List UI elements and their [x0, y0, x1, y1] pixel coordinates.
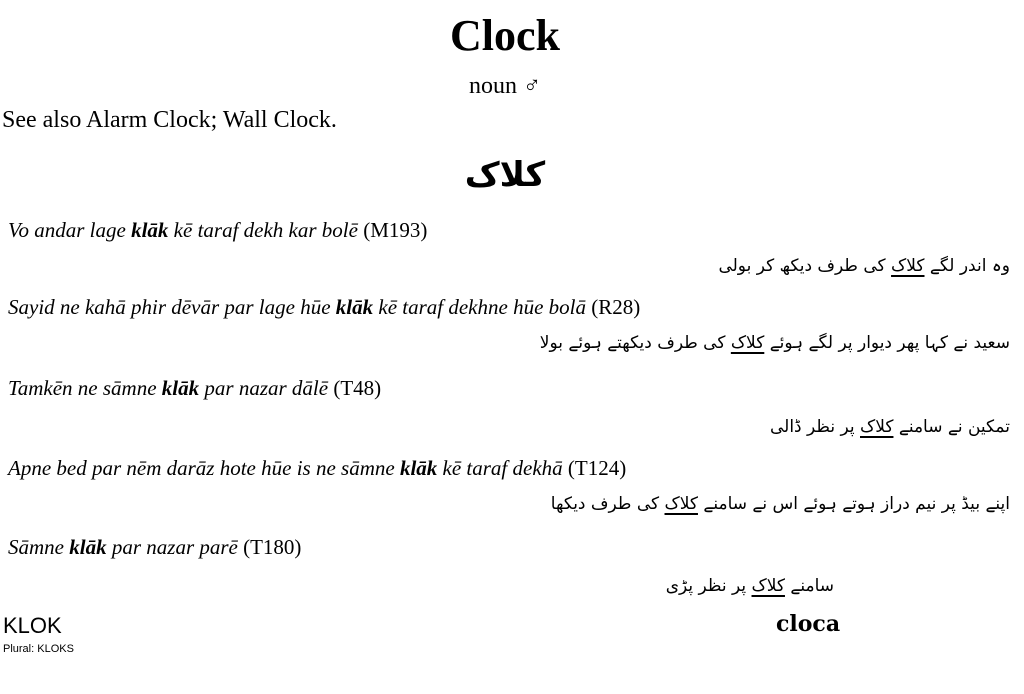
keyword: klāk: [69, 535, 107, 559]
example-transliteration: [8, 458, 626, 479]
keyword-urdu: کلاک: [860, 417, 894, 437]
keyword: klāk: [161, 376, 200, 400]
old-script-form: cloca: [776, 611, 841, 637]
source-reference: (T124): [562, 456, 627, 480]
see-also-line: See also Alarm Clock; Wall Clock.: [2, 107, 337, 133]
headword: Clock: [450, 11, 560, 60]
keyword-urdu: کلاک: [891, 256, 925, 276]
keyword: klāk: [131, 218, 169, 242]
phonetic-spelling: KLOK: [3, 613, 62, 638]
plural-form: Plural: KLOKS: [3, 643, 74, 655]
source-reference: (T180): [237, 535, 302, 559]
transliteration-text: Vo andar lage klāk kē taraf dekh kar bolē: [8, 218, 358, 242]
example-urdu: سامنے کلاک پر نظر پڑی: [665, 576, 834, 596]
urdu-headword: کلاک: [464, 155, 546, 195]
keyword: klāk: [335, 295, 374, 319]
example-urdu: وہ اندر لگے کلاک کی طرف دیکھ کر بولی: [718, 256, 1010, 276]
example-transliteration: [8, 378, 381, 399]
example-urdu: سعید نے کہا پھر دیوار پر لگے ہوئے کلاک کی طرف دیکھتے ہوئے بولا: [539, 333, 1010, 353]
keyword: klāk: [399, 456, 438, 480]
transliteration-text: Sāmne klāk par nazar parē: [8, 535, 238, 559]
example-urdu: تمکین نے سامنے کلاک پر نظر ڈالی: [769, 417, 1010, 437]
source-reference: (T48): [328, 376, 382, 400]
source-reference: (R28): [585, 295, 641, 319]
example-transliteration: [8, 537, 301, 558]
keyword-urdu: کلاک: [730, 333, 765, 353]
example-transliteration: [8, 220, 427, 241]
source-reference: (M193): [357, 218, 428, 242]
keyword-urdu: کلاک: [751, 576, 785, 596]
transliteration-text: Tamkēn ne sāmne klāk par nazar dālē: [8, 376, 329, 400]
transliteration-text: Apne bed par nēm darāz hote hūe is ne sāmne klāk kē taraf dekhā: [8, 456, 563, 480]
keyword-urdu: کلاک: [664, 494, 698, 514]
transliteration-text: Sayid ne kahā phir dēvār par lage hūe klāk kē taraf dekhne hūe bolā: [8, 295, 586, 319]
example-transliteration: [8, 297, 640, 318]
part-of-speech: noun ♂: [469, 73, 541, 99]
example-urdu: اپنے بیڈ پر نیم دراز ہوتے ہوئے اس نے سامنے کلاک کی طرف دیکھا: [550, 494, 1010, 514]
